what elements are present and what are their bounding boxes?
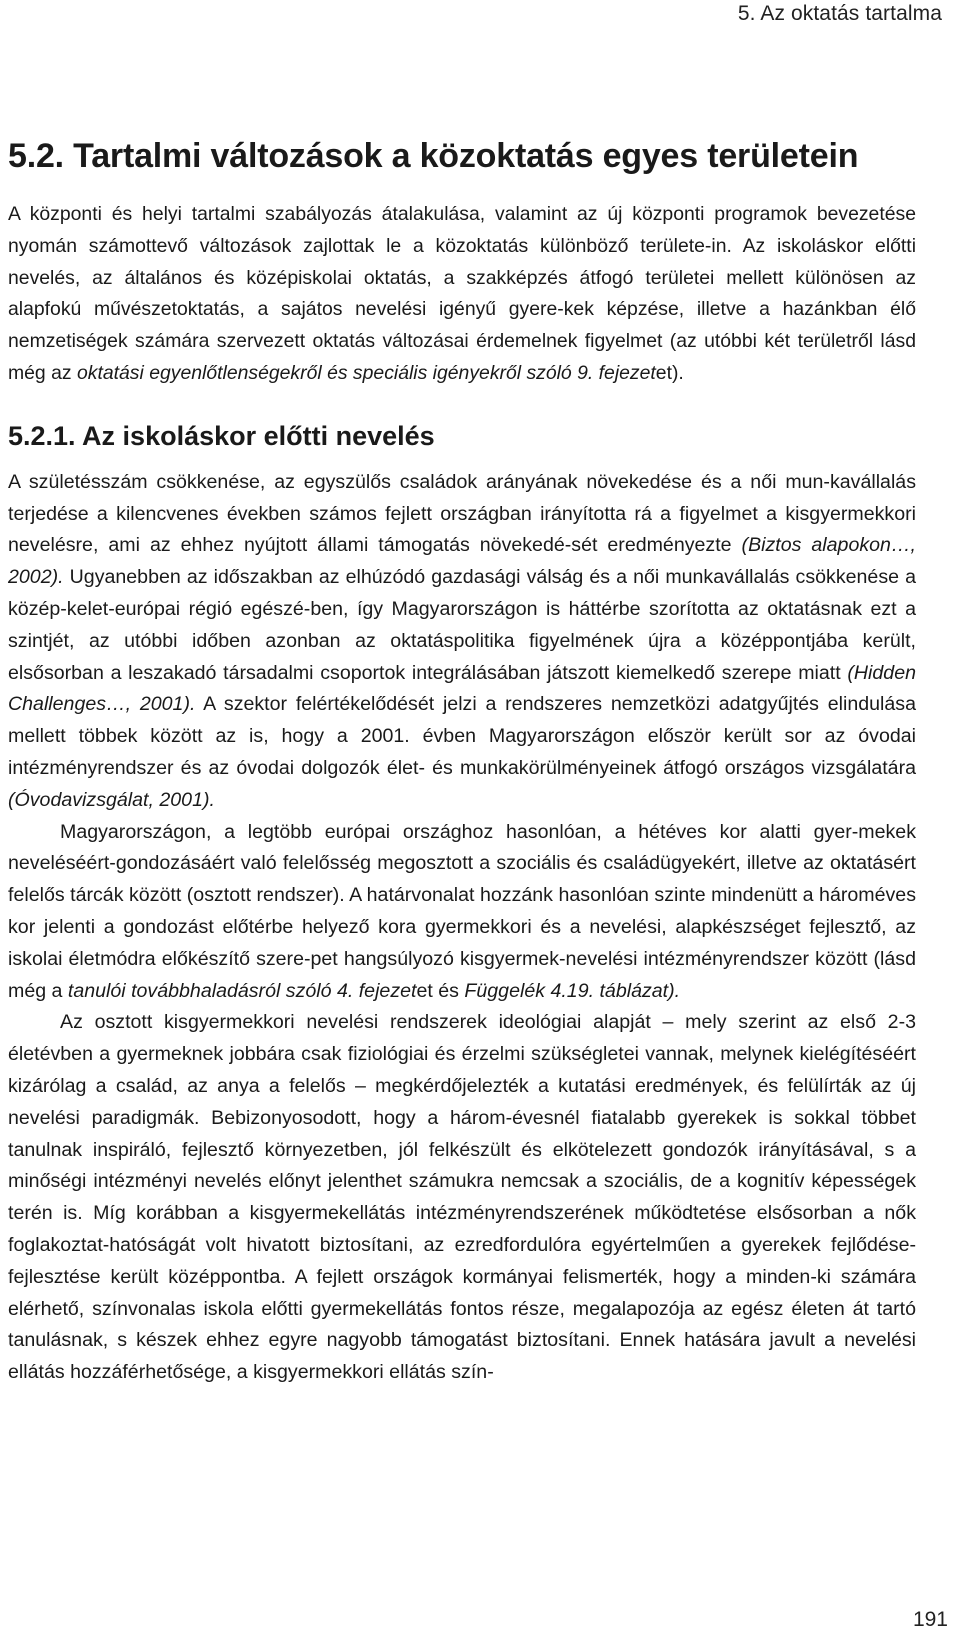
paragraph-1 [8, 467, 916, 817]
p1-citation-1: (Biztos alapokon…, 2002). [8, 534, 916, 589]
p1-text-1: A születésszám csökkenése, az egyszülős családok arányának növekedése és a női mun-kavállalás terjedése a kilencvenes években számos fejlett országban irányította rá a figyelmet a kisgyermekkori nevelésre, ami az ehhez nyújtott állami támogatás növekedé-sét eredményezte [8, 470, 916, 557]
page-number: 191 [912, 1608, 948, 1631]
intro-text-1: A központi és helyi tartalmi szabályozás átalakulása, valamint az új központi programok bevezetése nyomán számottevő változások zajlottak le a közoktatás különböző területe-in. Az iskoláskor előtti nevelés, az általános és középiskolai oktatás, a szakképzés átfogó területei mellett különösen az alapfokú művészetoktatás, a sajátos nevelési igényű gyere-kek képzése, illetve a hazánkban élő nemzetiségek számára szervezett oktatás változásai érdemelnek figyelmet (az utóbbi két területről lásd még az [8, 203, 916, 384]
p1-text-2: Ugyanebben az időszakban az elhúzódó gazdasági válság és a női munkavállalás csökkenése a közép-kelet-európai régió egészé-ben, így Magyarországon is háttérbe szorította az oktatásnak ezt a szintjét, az utóbbi időben azonban az oktatáspolitika figyelmének újra a középpontjába került, elsősorban a leszakadó társadalmi csoportok integrálásában játszott kiemelkedő szerepe miatt [8, 566, 916, 684]
p1-text-3: A szektor felértékelődését jelzi a rendszeres nemzetközi adatgyűjtés elindulása mellett többek között az is, hogy a 2001. évben Magyarországon először került sor az óvodai intézményrendszer és az óvodai dolgozók élet- és munkakörülményeinek átfogó országos vizsgálatára [8, 693, 916, 779]
p2-text-2: et és [416, 979, 465, 1002]
section-title: 5.2. Tartalmi változások a közoktatás egyes területein [8, 137, 859, 175]
p2-text-1: Magyarországon, a legtöbb európai országhoz hasonlóan, a hétéves kor alatti gyer-mekek neveléséért-gondozásáért való felelősség megosztott a szociális és családügyekért, illetve az oktatásért felelős tárcák között (osztott rendszer). A határvonalat hozzánk hasonlóan szinte mindenütt a hároméves kor jelenti a gondozást előtérbe helyező kora gyermekkori és a nevelési, alapkészséget fejlesztő, az iskolai életmódra előkészítő szere-pet hangsúlyozó kisgyermek-nevelési intézményrendszer között (lásd még a [8, 820, 916, 1002]
subsection-title: 5.2.1. Az iskoláskor előtti nevelés [8, 420, 435, 451]
paragraph-3 [8, 1007, 916, 1389]
p3-text-1: Az osztott kisgyermekkori nevelési rendszerek ideológiai alapját – mely szerint az első 2-3 életévben a gyermeknek jobbára csak fiziológiai és érzelmi szükségletei vannak, melynek kielégítéséért kizárólag a család, az anya a felelős – megkérdőjelezték a kutatási eredmények, és felülírták az új nevelési paradigmák. Bebizonyosodott, hogy a három-évesnél fiatalabb gyerekek is sokkal többet tanulnak inspiráló, fejlesztő környezetben, jól felkészült és elkötelezett gondozók irányításával, s a minőségi intézményi nevelés előnyt jelenthet számukra nemcsak a szociális, de a kognitív képességek terén is. Míg korábban a kisgyermekellátás intézményrendszerének működtetése elsősorban a nők foglakoztat-hatóságát volt hivatott biztosítani, az ezredfordulóra egyértelműen a gyerekek fejlődése-fejlesztése került középpontba. A fejlett országok kormányai felismerték, hogy a minden-ki számára elérhető, színvonalas iskola előtti gyermekellátás fontos része, megalapozója az egész életen át tartó tanulásnak, s készek ehhez egyre nagyobb támogatást biztosítani. Ennek hatására javult a nevelési ellátás hozzáférhetősége, a kisgyermekkori ellátás szín- [8, 1011, 916, 1384]
intro-text-2: et). [655, 361, 684, 384]
p2-citation-1: tanulói továbbhaladásról szóló 4. fejezet [67, 979, 417, 1002]
page-content [8, 136, 916, 1389]
p2-citation-2: Függelék 4.19. táblázat). [464, 979, 681, 1002]
intro-citation-chapter-9: oktatási egyenlőtlenségekről és speciális igényekről szóló 9. fejezet [76, 361, 656, 384]
running-header: 5. Az oktatás tartalma [737, 2, 942, 25]
section-intro-paragraph [8, 199, 916, 390]
p1-citation-2: (Hidden Challenges…, 2001). [8, 661, 916, 716]
paragraph-2 [8, 817, 916, 1008]
p1-citation-3: (Óvodavizsgálat, 2001). [8, 788, 215, 811]
